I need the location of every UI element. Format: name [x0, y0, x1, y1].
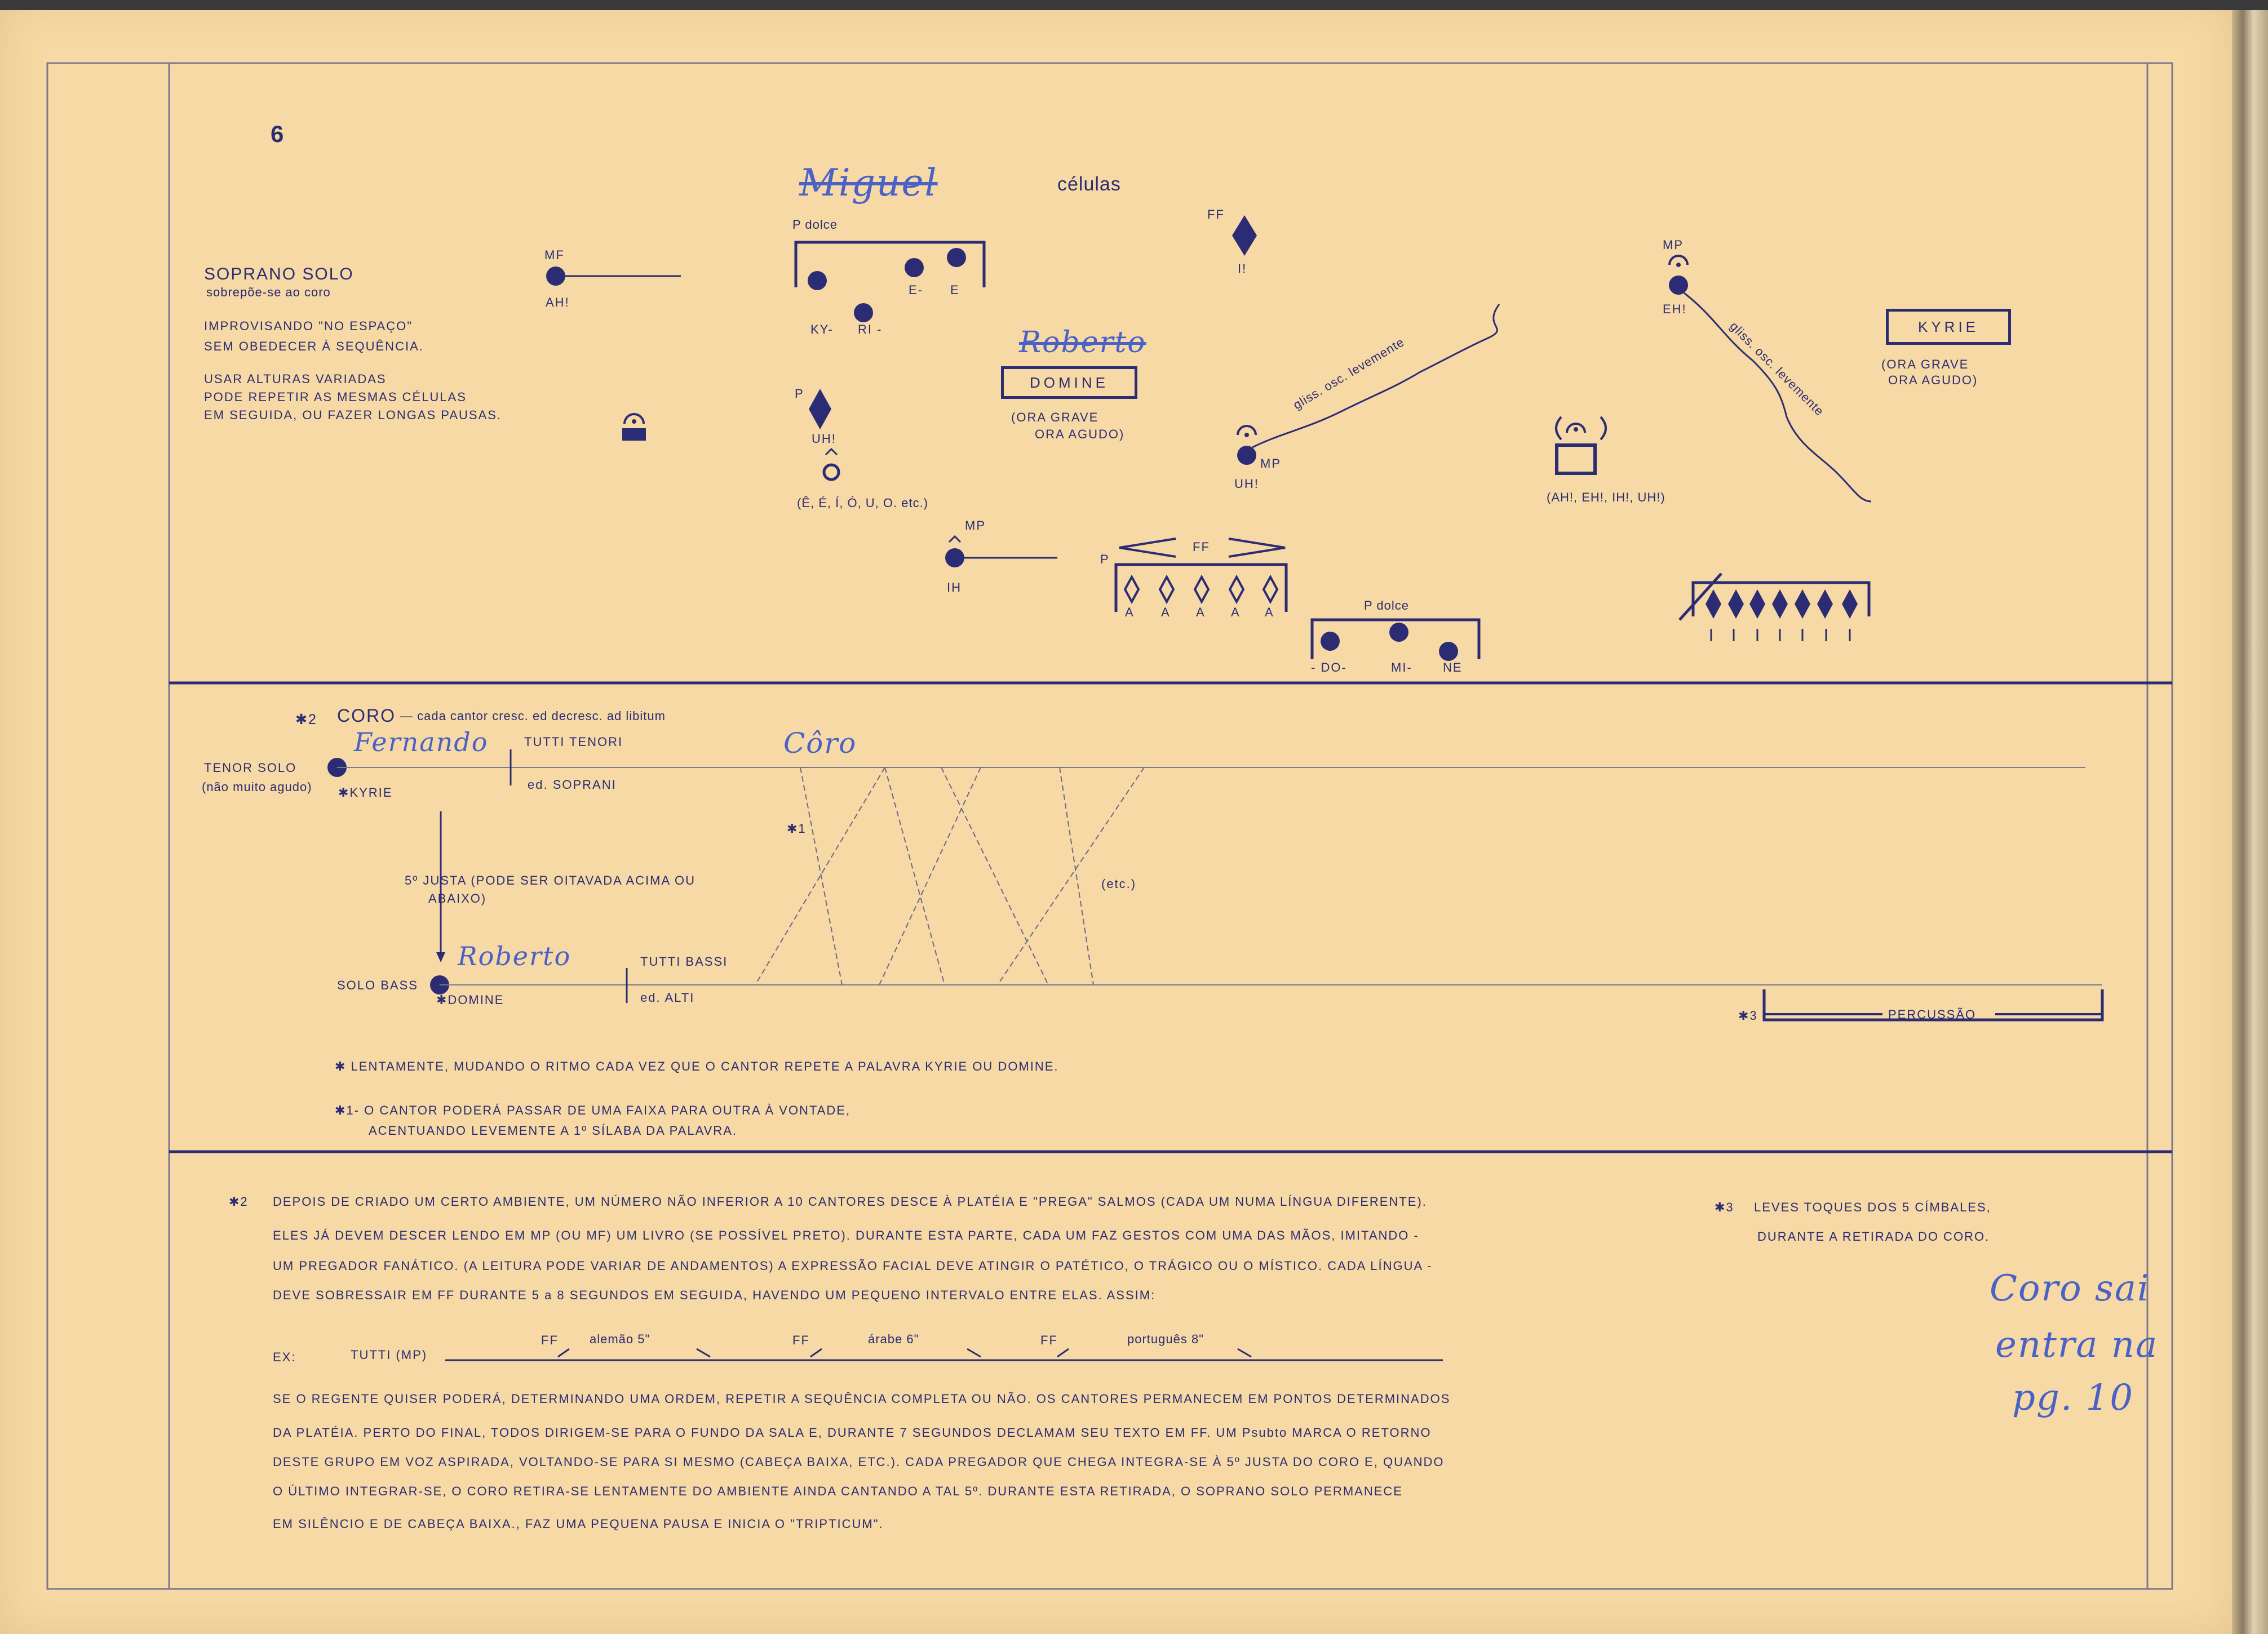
paragraph-line: UM PREGADOR FANÁTICO. (A LEITURA PODE VARIAR DE ANDAMENTOS) A EXPRESSÃO FACIAL DEVE ATINGIR O PATÉTICO, O TRÁGICO OU O MÍSTICO. CADA LÍNGUA - — [273, 1259, 1433, 1273]
footnote: ACENTUANDO LEVEMENTE A 1º SÍLABA DA PALAVRA. — [369, 1124, 737, 1138]
paragraph-line: DESTE GRUPO EM VOZ ASPIRADA, VOLTANDO-SE PARA SI MESMO (CABEÇA BAIXA, ETC.). CADA PREGADOR QUE CHEGA INTEGRA-SE À 5º JUSTA DO CORO E, QUANDO — [273, 1455, 1445, 1469]
glissando-label: gliss. osc. levemente — [1291, 335, 1407, 412]
footnote-mark: ✱3 — [1715, 1200, 1734, 1214]
dynamic-mark: MP — [1663, 238, 1684, 252]
tutti-label: TUTTI (MP) — [351, 1348, 428, 1362]
syllable: A — [1231, 605, 1241, 619]
syllable: MI- — [1391, 660, 1412, 674]
soprano-instruction: USAR ALTURAS VARIADAS — [204, 372, 387, 386]
syllable: RI - — [858, 322, 883, 336]
syllable-list: (AH!, EH!, IH!, UH!) — [1547, 490, 1665, 504]
language-label: árabe 6" — [868, 1332, 919, 1346]
paragraph-line: DEPOIS DE CRIADO UM CERTO AMBIENTE, UM NÚMERO NÃO INFERIOR A 10 CANTORES DESCE À PLATÉIA E "PREGA" SALMOS (CADA UM NUMA LÍNGUA DIFERENTE). — [273, 1195, 1427, 1209]
note: (ORA GRAVE — [1011, 410, 1099, 424]
top-border — [0, 0, 2268, 10]
footnote-mark: ✱1 — [787, 822, 807, 836]
note: (ORA GRAVE — [1881, 357, 1969, 371]
syllable: I! — [1238, 261, 1247, 276]
paragraph-line: DA PLATÉIA. PERTO DO FINAL, TODOS DIRIGEM-SE PARA O FUNDO DA SALA E, DURANTE 7 SEGUNDOS DECLAMAM SEU TEXTO EM FF. UM Psubto MARCA O RETORNO — [273, 1426, 1432, 1440]
glissando-label: gliss. osc. levemente — [1727, 319, 1827, 419]
section-label: ed. SOPRANI — [528, 778, 617, 792]
handwritten-name: Fernando — [354, 727, 489, 757]
handwritten-note: Coro sai — [1990, 1268, 2150, 1309]
percussion-label: PERCUSSÃO — [1888, 1007, 1977, 1022]
dynamic-mark: MF — [544, 248, 565, 262]
dynamic-mark: FF — [1207, 207, 1225, 221]
dynamic-mark: FF — [1040, 1333, 1058, 1347]
page-number: 6 — [271, 121, 285, 147]
choir-title: CORO — [337, 705, 396, 726]
footnote: ✱ LENTAMENTE, MUDANDO O RITMO CADA VEZ QUE O CANTOR REPETE A PALAVRA KYRIE OU DOMINE. — [335, 1059, 1059, 1073]
syllable: EH! — [1663, 302, 1687, 316]
soprano-instruction: PODE REPETIR AS MESMAS CÉLULAS — [204, 390, 467, 404]
syllable: A — [1196, 605, 1206, 619]
handwritten-note: pg. 10 — [2012, 1377, 2134, 1419]
tenor-label: (não muito agudo) — [202, 780, 312, 794]
tenor-label: TENOR SOLO — [204, 761, 297, 775]
etc-label: (etc.) — [1101, 877, 1137, 891]
section-label: TUTTI TENORI — [524, 735, 623, 749]
dynamic-mark: MP — [1260, 456, 1281, 470]
footnote: ✱1- O CANTOR PODERÁ PASSAR DE UMA FAIXA PARA OUTRA À VONTADE, — [335, 1103, 851, 1117]
choir-description: — cada cantor cresc. ed decresc. ad libitum — [400, 709, 666, 723]
language-label: português 8" — [1127, 1332, 1204, 1346]
dynamic-mark: P — [1100, 552, 1110, 566]
syllable: AH! — [546, 295, 570, 309]
paragraph-line: DEVE SOBRESSAIR EM FF DURANTE 5 a 8 SEGUNDOS EM SEGUIDA, HAVENDO UM PEQUENO INTERVALO ENTRE ELAS. ASSIM: — [273, 1288, 1156, 1302]
syllable: A — [1161, 605, 1171, 619]
paragraph-line: SE O REGENTE QUISER PODERÁ, DETERMINANDO UMA ORDEM, REPETIR A SEQUÊNCIA COMPLETA OU NÃO. OS CANTORES PERMANECEM EM PONTOS DETERMINADOS — [273, 1392, 1451, 1406]
paragraph-line: O ÚLTIMO INTEGRAR-SE, O CORO RETIRA-SE LENTAMENTE DO AMBIENTE AINDA CANTANDO A TAL 5º. DURANTE ESTA RETIRADA, O SOPRANO SOLO PERMANECE — [273, 1484, 1403, 1498]
kyrie-box: KYRIE — [1886, 309, 2011, 345]
soprano-instruction: EM SEGUIDA, OU FAZER LONGAS PAUSAS. — [204, 408, 502, 422]
handwritten-name: Roberto — [458, 941, 572, 971]
soprano-subtitle: sobrepõe-se ao coro — [206, 285, 331, 299]
side-note: LEVES TOQUES DOS 5 CÍMBALES, — [1754, 1200, 1991, 1214]
language-label: alemão 5" — [590, 1332, 650, 1346]
dynamic-mark: P — [795, 387, 804, 401]
bass-label: SOLO BASS — [337, 978, 418, 992]
vowel-list: (Ê, É, Í, Ó, U, O. etc.) — [797, 496, 929, 510]
soprano-instruction: IMPROVISANDO "NO ESPAÇO" — [204, 319, 413, 333]
soprano-instruction: SEM OBEDECER À SEQUÊNCIA. — [204, 339, 424, 353]
syllable: E- — [909, 283, 923, 297]
syllable: A — [1125, 605, 1135, 619]
dynamic-mark: P dolce — [792, 217, 838, 232]
syllable: NE — [1443, 660, 1463, 674]
interval-note: ABAIXO) — [428, 891, 487, 905]
syllable: A — [1265, 605, 1274, 619]
paragraph-line: ELES JÁ DEVEM DESCER LENDO EM MP (OU MF) UM LIVRO (SE POSSÍVEL PRETO). DURANTE ESTA PARTE, CADA UM FAZ GESTOS COM UMA DAS MÃOS, IMITANDO - — [273, 1228, 1419, 1242]
syllable: E — [950, 283, 960, 297]
side-note: DURANTE A RETIRADA DO CORO. — [1757, 1229, 1990, 1244]
paragraph-line: EM SILÊNCIO E DE CABEÇA BAIXA., FAZ UMA PEQUENA PAUSA E INICIA O "TRIPTICUM". — [273, 1517, 884, 1531]
section-label: ed. ALTI — [640, 991, 695, 1005]
interval-note: 5º JUSTA (PODE SER OITAVADA ACIMA OU — [405, 873, 696, 887]
dynamic-mark: FF — [541, 1333, 559, 1347]
syllable: IH — [947, 580, 962, 594]
syllable: KY- — [810, 322, 834, 336]
syllable: UH! — [1234, 477, 1259, 491]
dynamic-mark: P dolce — [1364, 598, 1409, 612]
handwritten-label: Côro — [783, 727, 857, 760]
syllable: UH! — [812, 432, 836, 446]
dynamic-mark: FF — [792, 1333, 810, 1347]
dynamic-mark: MP — [965, 518, 986, 532]
handwritten-note: entra na — [1995, 1324, 2159, 1366]
footnote-mark: ✱2 — [295, 712, 317, 727]
footnote-mark: ✱2 — [229, 1195, 249, 1209]
cells-title: células — [1057, 174, 1121, 195]
word-kyrie: ✱KYRIE — [338, 785, 393, 800]
section-label: TUTTI BASSI — [640, 954, 728, 969]
page-edge — [2232, 0, 2268, 1634]
syllable: - DO- — [1311, 660, 1347, 674]
dynamic-mark: FF — [1193, 540, 1210, 554]
note: ORA AGUDO) — [1035, 427, 1125, 441]
footnote-mark: ✱3 — [1738, 1009, 1758, 1023]
domine-box: DOMINE — [1001, 366, 1137, 399]
handwritten-name: Roberto — [1019, 326, 1146, 359]
soprano-title: SOPRANO SOLO — [204, 265, 354, 283]
example-label: EX: — [273, 1350, 296, 1364]
word-domine: ✱DOMINE — [436, 993, 504, 1007]
note: ORA AGUDO) — [1888, 373, 1978, 387]
handwritten-name: Miguel — [799, 161, 938, 205]
